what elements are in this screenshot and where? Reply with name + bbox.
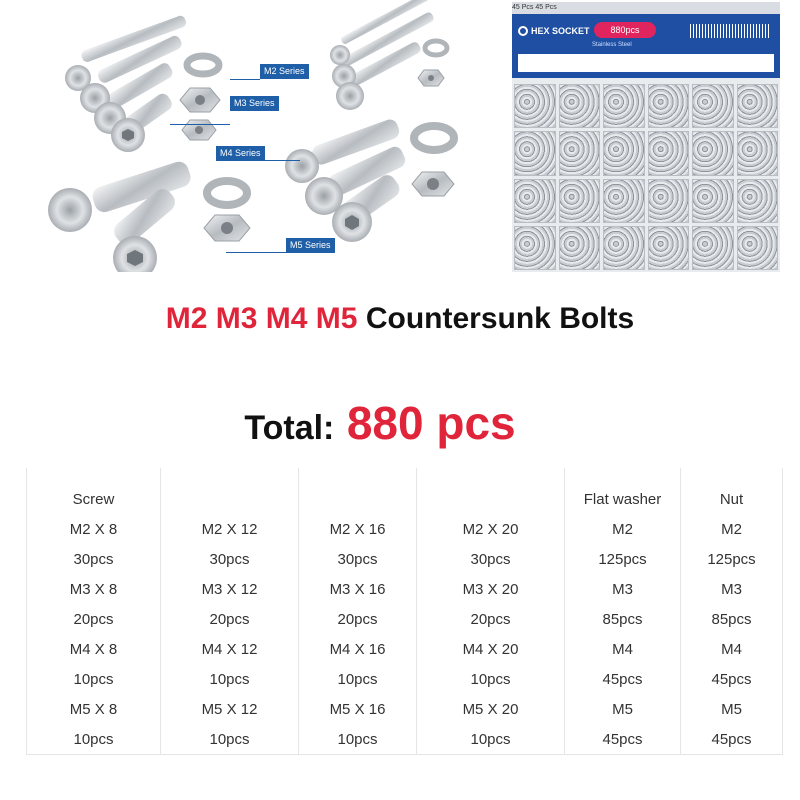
kit-box-photo xyxy=(512,2,780,272)
total-line xyxy=(0,396,760,450)
compartment xyxy=(603,84,645,128)
compartment xyxy=(559,226,601,270)
washers-nuts-top xyxy=(180,56,220,140)
compartment xyxy=(737,179,779,223)
compartment xyxy=(648,226,690,270)
box-count-pill: 880pcs xyxy=(594,22,656,38)
compartment-grid xyxy=(514,84,778,270)
table-header-cell: Nut xyxy=(681,468,783,514)
compartment xyxy=(692,131,734,175)
m5-screw-cluster xyxy=(285,117,454,242)
table-cell: 10pcs xyxy=(417,664,565,694)
table-cell: M4 xyxy=(681,634,783,664)
table-cell: M5 xyxy=(565,694,681,724)
compartment xyxy=(648,131,690,175)
screws-photo xyxy=(40,0,480,272)
table-cell: 10pcs xyxy=(27,664,161,694)
compartment xyxy=(603,226,645,270)
headline-product: Countersunk Bolts xyxy=(365,302,635,335)
hex-socket-label: HEX SOCKET xyxy=(531,26,590,36)
table-cell: M4 X 20 xyxy=(417,634,565,664)
table-row xyxy=(27,694,783,724)
table-header-cell xyxy=(417,468,565,514)
compartment xyxy=(559,131,601,175)
table-cell: 10pcs xyxy=(299,724,417,755)
compartment xyxy=(559,84,601,128)
table-cell: 20pcs xyxy=(417,604,565,634)
table-cell: 10pcs xyxy=(161,724,299,755)
table-cell: 45pcs xyxy=(565,664,681,694)
table-cell: M3 xyxy=(565,574,681,604)
table-cell: 85pcs xyxy=(681,604,783,634)
table-cell: 10pcs xyxy=(27,724,161,755)
table-cell: 125pcs xyxy=(681,544,783,574)
table-cell: 45pcs xyxy=(681,724,783,755)
table-cell: M3 X 12 xyxy=(161,574,299,604)
compartment xyxy=(692,179,734,223)
table-cell: M5 xyxy=(681,694,783,724)
compartment xyxy=(737,226,779,270)
table-cell: M4 X 16 xyxy=(299,634,417,664)
long-screw-cluster xyxy=(330,0,447,110)
m2-m3-screw-cluster xyxy=(65,14,187,152)
compartment xyxy=(603,131,645,175)
table-header-row xyxy=(27,468,783,514)
m4-series-tag: M4 Series xyxy=(216,146,265,161)
barcode-icon xyxy=(690,24,770,38)
hex-socket-icon xyxy=(518,26,528,36)
table-row xyxy=(27,574,783,604)
table-header-cell: Flat washer xyxy=(565,468,681,514)
headline xyxy=(0,302,800,336)
table-cell: M3 X 8 xyxy=(27,574,161,604)
compartment xyxy=(514,226,556,270)
table-cell: 85pcs xyxy=(565,604,681,634)
box-material: Stainless Steel xyxy=(592,42,632,48)
table-cell: M4 xyxy=(565,634,681,664)
compartment xyxy=(559,179,601,223)
m2-series-tag: M2 Series xyxy=(260,64,309,79)
table-cell: 30pcs xyxy=(417,544,565,574)
compartment xyxy=(514,84,556,128)
table-cell: 45pcs xyxy=(681,664,783,694)
table-cell: 20pcs xyxy=(161,604,299,634)
table-cell: M2 X 20 xyxy=(417,514,565,544)
table-cell: M2 xyxy=(681,514,783,544)
compartment xyxy=(603,179,645,223)
table-cell: M5 X 20 xyxy=(417,694,565,724)
table-cell: 45pcs xyxy=(565,724,681,755)
table-cell: M2 X 12 xyxy=(161,514,299,544)
table-cell: M3 X 16 xyxy=(299,574,417,604)
total-value: 880 pcs xyxy=(346,397,516,449)
box-info-panel xyxy=(518,54,774,72)
table-row xyxy=(27,544,783,574)
table-header-cell xyxy=(299,468,417,514)
total-label: Total: xyxy=(244,409,335,447)
m4-screw-cluster xyxy=(48,159,250,272)
compartment xyxy=(514,179,556,223)
table-row xyxy=(27,604,783,634)
screws-illustration xyxy=(40,0,480,272)
table-cell: M5 X 16 xyxy=(299,694,417,724)
table-cell: M4 X 12 xyxy=(161,634,299,664)
table-row xyxy=(27,664,783,694)
compartment xyxy=(692,84,734,128)
table-cell: M3 xyxy=(681,574,783,604)
compartment xyxy=(737,131,779,175)
table-cell: 125pcs xyxy=(565,544,681,574)
table-cell: M5 X 12 xyxy=(161,694,299,724)
compartment xyxy=(514,131,556,175)
table-cell: M5 X 8 xyxy=(27,694,161,724)
table-cell: 20pcs xyxy=(27,604,161,634)
table-cell: 30pcs xyxy=(299,544,417,574)
table-header-cell xyxy=(161,468,299,514)
m5-series-tag: M5 Series xyxy=(286,238,335,253)
table-cell: 30pcs xyxy=(27,544,161,574)
box-top-strip: 45 Pcs 45 Pcs xyxy=(512,2,780,14)
box-header xyxy=(512,2,780,78)
table-cell: M3 X 20 xyxy=(417,574,565,604)
compartment xyxy=(737,84,779,128)
compartment xyxy=(648,84,690,128)
compartment xyxy=(648,179,690,223)
contents-table xyxy=(26,468,783,755)
table-row xyxy=(27,724,783,755)
table-row xyxy=(27,514,783,544)
compartment xyxy=(692,226,734,270)
headline-sizes: M2 M3 M4 M5 xyxy=(165,302,358,335)
table-cell: M2 X 16 xyxy=(299,514,417,544)
table-cell: 10pcs xyxy=(417,724,565,755)
hex-socket-badge xyxy=(518,22,590,40)
table-cell: 10pcs xyxy=(299,664,417,694)
m3-series-tag: M3 Series xyxy=(230,96,279,111)
table-row xyxy=(27,634,783,664)
table-cell: M4 X 8 xyxy=(27,634,161,664)
table-cell: M2 xyxy=(565,514,681,544)
table-cell: 10pcs xyxy=(161,664,299,694)
table-header-cell: Screw xyxy=(27,468,161,514)
table-cell: M2 X 8 xyxy=(27,514,161,544)
table-cell: 30pcs xyxy=(161,544,299,574)
table-cell: 20pcs xyxy=(299,604,417,634)
